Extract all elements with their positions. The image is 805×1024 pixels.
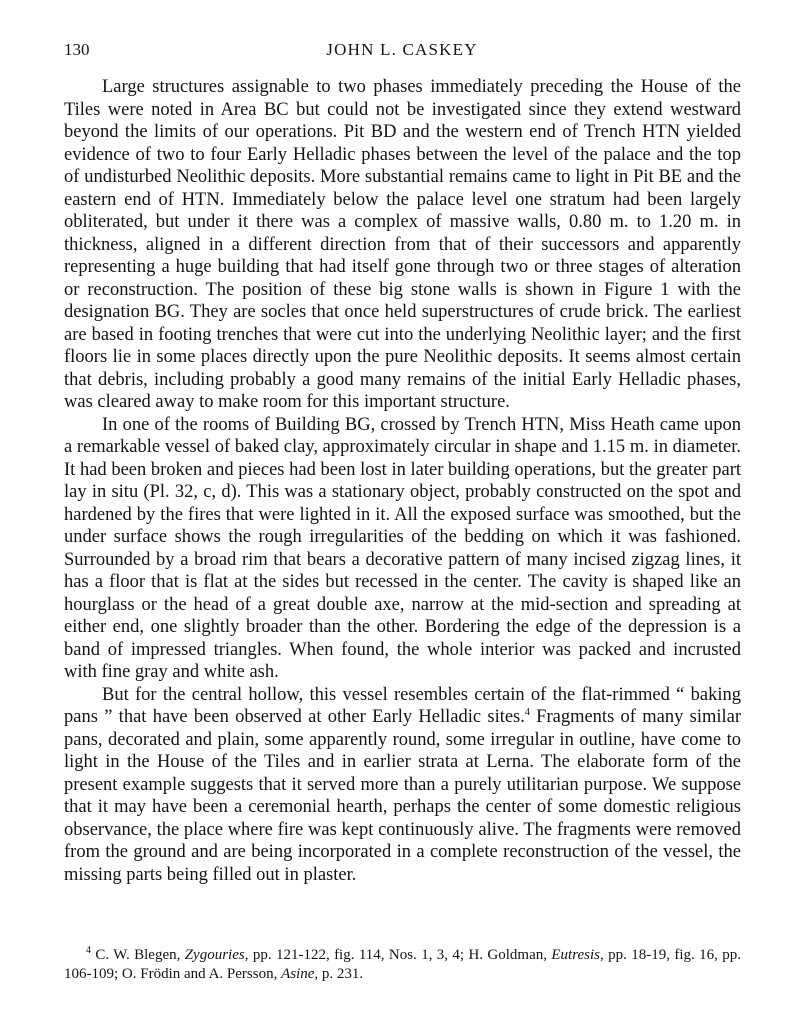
paragraph-1: Large structures assignable to two phases immediately preceding the House of the Tiles were noted in Area BC but could not be investigated since they extend westward beyond the limits of our operations. Pit BD and the western end of Trench HTN yielded evidence of two to four Early Helladic phases between the level of the palace and the top of undisturbed Neolithic deposits. More substantial remains came to light in Pit BE and the eastern end of HTN. Immediately below the palace level one stratum had been largely obliterated, but under it there was a complex of massive walls, 0.80 m. to 1.20 m. in thickness, aligned in a different direction from that of their successors and apparently representing a huge building that had itself gone through two or three stages of alteration or reconstruction. The position of these big stone walls is shown in Figure 1 with the designation BG. They are socles that once held superstructures of crude brick. The earliest are based in footing trenches that were cut into the underlying Neolithic layer; and the first floors lie in some places directly upon the pure Neolithic deposits. It seems almost certain that debris, including probably a good many remains of the initial Early Helladic phases, was cleared away to make room for this important structure. <box>64 77 741 412</box>
footnote-author-1: C. W. Blegen, <box>91 947 185 963</box>
footnote-ref-3: , p. 231. <box>314 966 364 982</box>
page-header <box>64 40 740 64</box>
footnote <box>64 946 741 984</box>
page-number: 130 <box>64 40 90 59</box>
paragraph-2: In one of the rooms of Building BG, crossed by Trench HTN, Miss Heath came upon a remarkable vessel of baked clay, approximately circular in shape and 1.15 m. in diameter. It had been broken and pieces had been lost in later building operations, but the greater part lay in situ (Pl. 32, c, d). This was a stationary object, probably constructed on the spot and hardened by the fires that were lighted in it. All the exposed surface was smoothed, but the under surface shows the rough irregularities of the bedding on which it was fashioned. Surrounded by a broad rim that bears a decorative pattern of many incised zigzag lines, it has a floor that is flat at the sides but recessed in the center. The cavity is shaped like an hourglass or the head of a great double axe, narrow at the mid-section and spreading at either end, one slightly broader than the other. Bordering the edge of the depression is a band of impressed triangles. When found, the whole interior was packed and incrusted with fine gray and white ash. <box>64 414 741 682</box>
running-head: JOHN L. CASKEY <box>326 40 478 59</box>
body-text <box>64 76 741 886</box>
footnote-title-zygouries: Zygouries <box>184 947 245 963</box>
footnote-reference: 4 <box>524 706 530 718</box>
footnote-ref-2: , pp. 18-19, fig. 16, pp. 106-109; O. Frödin and A. Persson, <box>64 947 741 982</box>
paragraph-3 <box>64 684 741 887</box>
footnote-marker: 4 <box>86 945 91 956</box>
footnote-ref-1: , pp. 121-122, fig. 114, Nos. 1, 3, 4; H. Goldman, <box>244 947 552 963</box>
paragraph-3-text-a: But for the central hollow, this vessel resembles certain of the flat-rimmed “ baking pans ” that have been observed at other Early Helladic sites. <box>64 684 741 727</box>
footnote-title-asine: Asine <box>281 966 315 982</box>
footnote-title-eutresis: Eutresis <box>551 947 600 963</box>
paragraph-3-text-b: Fragments of many similar pans, decorated and plain, some apparently round, some irregular in outline, have come to light in the House of the Tiles and in earlier strata at Lerna. The elaborate form of the present example suggests that it served more than a purely utilitarian purpose. We suppose that it may have been a ceremonial hearth, perhaps the center of some domestic religious observance, the place where fire was kept continuously alive. The fragments were removed from the ground and are being incorporated in a complete reconstruction of the vessel, the missing parts being filled out in plaster. <box>64 707 742 885</box>
